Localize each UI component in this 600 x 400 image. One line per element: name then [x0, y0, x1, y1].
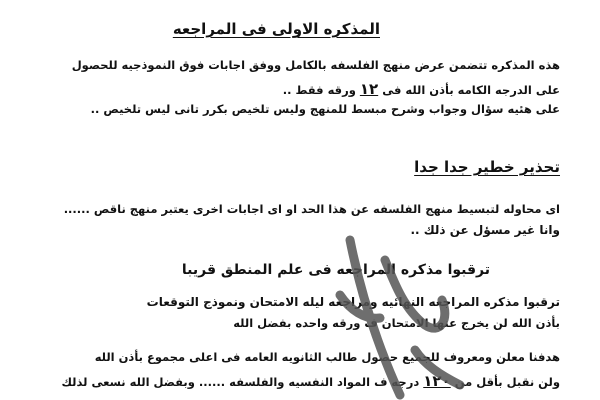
intro-line-2 — [283, 82, 560, 97]
intro-line-1: هذه المذكره تتضمن عرض منهج الفلسفه بالكامل ووفق اجابات فوق النموذجيه للحصول — [71, 58, 560, 72]
goal-line-2 — [61, 374, 560, 389]
intro-line-2-start: على الدرجه الكامه بأذن الله فى — [382, 83, 560, 97]
intro-line-2-end: ورقه فقط .. — [282, 83, 356, 97]
goal-line-2-end: درجه ف المواد النفسيه والفلسفه ...... وبفضل الله نسعى لذلك — [61, 375, 420, 389]
warning-line-1: اى محاوله لتبسيط منهج الفلسفه عن هذا الحد او اى اجابات اخرى يعتبر منهج ناقص ...... — [63, 202, 560, 216]
goal-line-2-start: ولن نقبل بأقل من — [454, 375, 560, 389]
warning-heading: تحذير خطير جدا جدا — [414, 158, 560, 176]
goal-score: ١٢٠ — [423, 372, 451, 390]
goal-line-1: هدفنا معلن ومعروف للجميع حصول طالب الثانويه العامه فى اعلى مجموع بأذن الله — [94, 350, 560, 364]
intro-line-3: على هئيه سؤال وجواب وشرح مبسط للمنهج وليس تلخيص بكرر تانى ليس تلخيص .. — [90, 102, 560, 116]
warning-line-2: وانا غير مسؤل عن ذلك .. — [410, 223, 560, 237]
intro-page-count: ١٢ — [359, 80, 379, 98]
promo-heading: ترقبوا مذكره المراجعه فى علم المنطق قريبا — [181, 262, 490, 278]
promo-line-1: ترقبوا مذكره المراجعه النهائيه ومراجعه ليله الامتحان ونموذج التوقعات — [146, 295, 560, 309]
page-title: المذكره الاولى فى المراجعه — [172, 20, 380, 38]
promo-line-2: بأذن الله لن يخرج عنها الامتحان ف ورقه واحده بفضل الله — [233, 316, 560, 330]
